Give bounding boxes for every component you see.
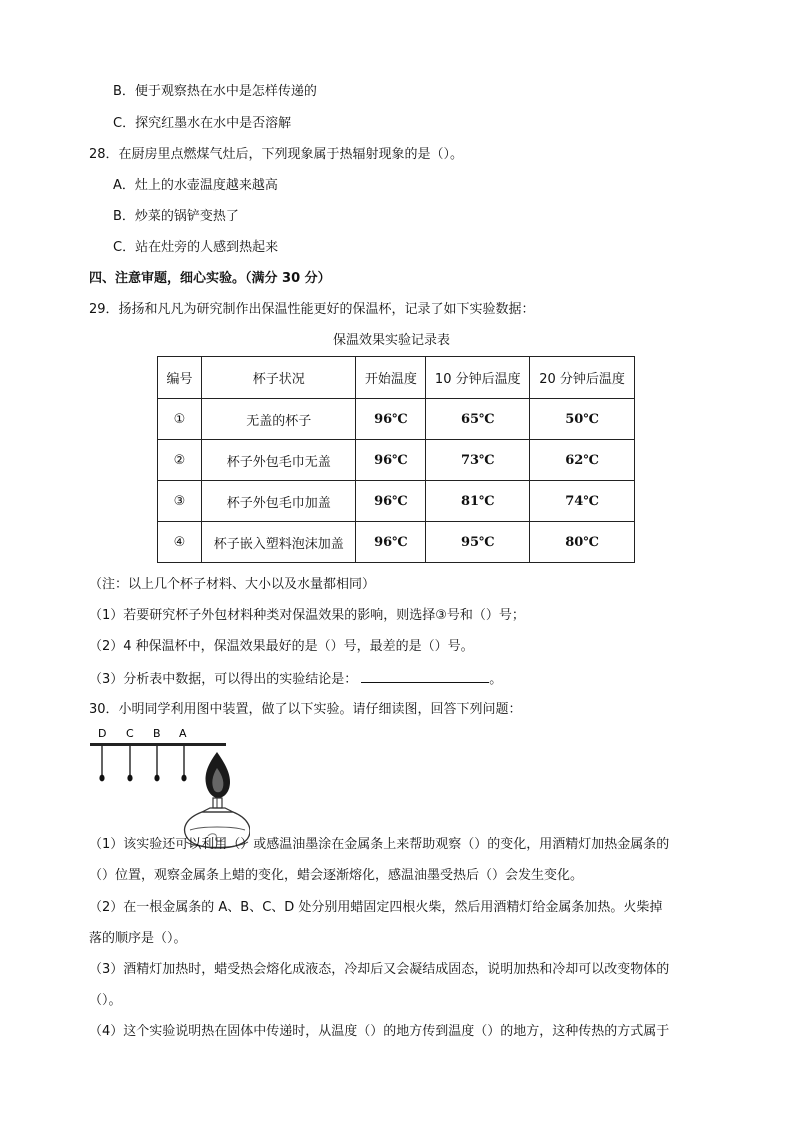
q30-sub4-line1: （4）这个实验说明热在固体中传递时，从温度（）的地方传到温度（）的地方，这种传热的方式属于 [89, 1024, 670, 1039]
q29-sub3-prefix: （3）分析表中数据，可以得出的实验结论是： [89, 672, 358, 687]
q30-sub3-line2: （）。 [89, 993, 122, 1008]
label-c: C [126, 727, 134, 740]
table-row [158, 481, 635, 522]
q27-option-b: B．便于观察热在水中是怎样传递的 [113, 84, 317, 99]
table-header-row [158, 357, 635, 399]
table-row [158, 522, 635, 563]
q28-option-b: B．炒菜的锅铲变热了 [113, 209, 239, 224]
row-20min-temp: 74℃ [530, 481, 635, 522]
row-10min-temp: 95℃ [426, 522, 530, 563]
row-id: ② [158, 440, 202, 481]
match-head-a [181, 775, 186, 782]
q29-stem: 29．扬扬和凡凡为研究制作出保温性能更好的保温杯，记录了如下实验数据： [89, 302, 535, 317]
q29-sub1: （1）若要研究杯子外包材料种类对保温效果的影响，则选择③号和（）号； [89, 608, 525, 623]
section-heading: 四、注意审题，细心实验。（满分 30 分） [89, 271, 331, 286]
q30-sub2-line1: （2）在一根金属条的 A、B、C、D 处分别用蜡固定四根火柴，然后用酒精灯给金属条加热。火柴掉 [89, 900, 663, 915]
row-start-temp: 96℃ [356, 440, 426, 481]
q30-sub2-line2: 落的顺序是（）。 [89, 931, 187, 946]
matches [99, 746, 186, 781]
alcohol-lamp-icon [185, 752, 250, 848]
match-head-c [127, 775, 132, 782]
row-state: 无盖的杯子 [201, 399, 356, 440]
q30-sub3-line1: （3）酒精灯加热时，蜡受热会熔化成液态，冷却后又会凝结成固态，说明加热和冷却可以改变物体的 [89, 962, 670, 977]
table-title: 保温效果实验记录表 [333, 333, 451, 348]
table-row [158, 440, 635, 481]
header-state: 杯子状况 [201, 357, 356, 399]
row-id: ④ [158, 522, 202, 563]
row-state: 杯子外包毛巾无盖 [201, 440, 356, 481]
row-start-temp: 96℃ [356, 399, 426, 440]
label-b: B [153, 727, 161, 740]
heat-conduction-diagram [90, 726, 250, 852]
record-table [157, 356, 635, 563]
q29-sub3-suffix: 。 [489, 672, 503, 687]
row-start-temp: 96℃ [356, 481, 426, 522]
q29-note: （注：以上几个杯子材料、大小以及水量都相同） [89, 577, 376, 592]
row-id: ① [158, 399, 202, 440]
match-head-d [99, 775, 104, 782]
header-20min-temp: 20 分钟后温度 [530, 357, 635, 399]
row-20min-temp: 50℃ [530, 399, 635, 440]
q28-option-c: C．站在灶旁的人感到热起来 [113, 240, 279, 255]
q28-option-a: A．灶上的水壶温度越来越高 [113, 178, 278, 193]
row-state: 杯子外包毛巾加盖 [201, 481, 356, 522]
row-10min-temp: 65℃ [426, 399, 530, 440]
header-start-temp: 开始温度 [356, 357, 426, 399]
header-id: 编号 [158, 357, 202, 399]
q29-sub3 [89, 668, 502, 690]
label-a: A [179, 727, 187, 740]
q30-stem: 30．小明同学利用图中装置，做了以下实验。请仔细读图，回答下列问题： [89, 702, 522, 717]
label-d: D [98, 727, 107, 740]
q29-sub2: （2）4 种保温杯中，保温效果最好的是（）号，最差的是（）号。 [89, 639, 474, 654]
row-start-temp: 96℃ [356, 522, 426, 563]
match-head-b [154, 775, 159, 782]
row-20min-temp: 62℃ [530, 440, 635, 481]
row-id: ③ [158, 481, 202, 522]
q28-stem: 28．在厨房里点燃煤气灶后，下列现象属于热辐射现象的是（）。 [89, 147, 464, 162]
q30-sub1-line2: （）位置，观察金属条上蜡的变化，蜡会逐渐熔化，感温油墨受热后（）会发生变化。 [89, 868, 584, 883]
row-20min-temp: 80℃ [530, 522, 635, 563]
answer-blank[interactable] [361, 668, 489, 683]
table-row [158, 399, 635, 440]
row-state: 杯子嵌入塑料泡沫加盖 [201, 522, 356, 563]
q30-sub1-line1: （1）该实验还可以利用（）或感温油墨涂在金属条上来帮助观察（）的变化，用酒精灯加热金属条的 [89, 837, 670, 852]
q27-option-c: C．探究红墨水在水中是否溶解 [113, 116, 292, 131]
row-10min-temp: 73℃ [426, 440, 530, 481]
row-10min-temp: 81℃ [426, 481, 530, 522]
header-10min-temp: 10 分钟后温度 [426, 357, 530, 399]
metal-strip [90, 743, 226, 746]
